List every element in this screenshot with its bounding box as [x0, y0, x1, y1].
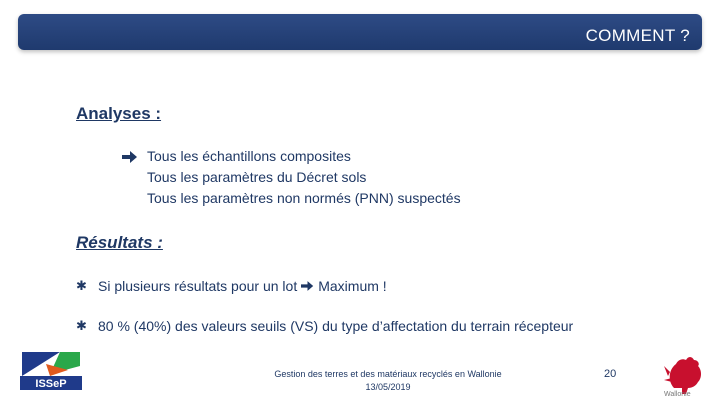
wallonie-logo-text: Wallonie: [664, 391, 691, 398]
resultats-bullet-maximum: [76, 278, 387, 294]
resultats-bullet-seuils: [76, 318, 573, 334]
slide-title: COMMENT ?: [585, 26, 690, 45]
bullet-star-icon: ✱: [76, 278, 87, 293]
analyses-item-decret: Tous les paramètres du Décret sols: [147, 169, 367, 185]
arrow-right-icon: [122, 150, 138, 164]
footer: [268, 368, 508, 394]
analyses-item-pnn: Tous les paramètres non normés (PNN) suspectés: [147, 190, 461, 206]
bullet-text-before: Si plusieurs résultats pour un lot: [98, 278, 298, 294]
page-number: 20: [604, 368, 617, 380]
bullet-star-icon: ✱: [76, 318, 87, 333]
bullet-text-after: Maximum !: [318, 278, 387, 294]
arrow-right-icon: [301, 280, 314, 292]
issep-logo: [20, 350, 82, 390]
bullet-text: 80 % (40%) des valeurs seuils (VS) du type d’affectation du terrain récepteur: [98, 318, 574, 334]
analyses-heading: Analyses :: [76, 104, 162, 123]
footer-date: 13/05/2019: [365, 382, 411, 392]
footer-title: Gestion des terres et des matériaux recyclés en Wallonie: [274, 369, 502, 379]
issep-logo-text: ISSeP: [35, 378, 67, 390]
resultats-heading: Résultats :: [76, 233, 163, 252]
header-bar: [18, 14, 702, 50]
analyses-item-composites: Tous les échantillons composites: [147, 148, 351, 164]
